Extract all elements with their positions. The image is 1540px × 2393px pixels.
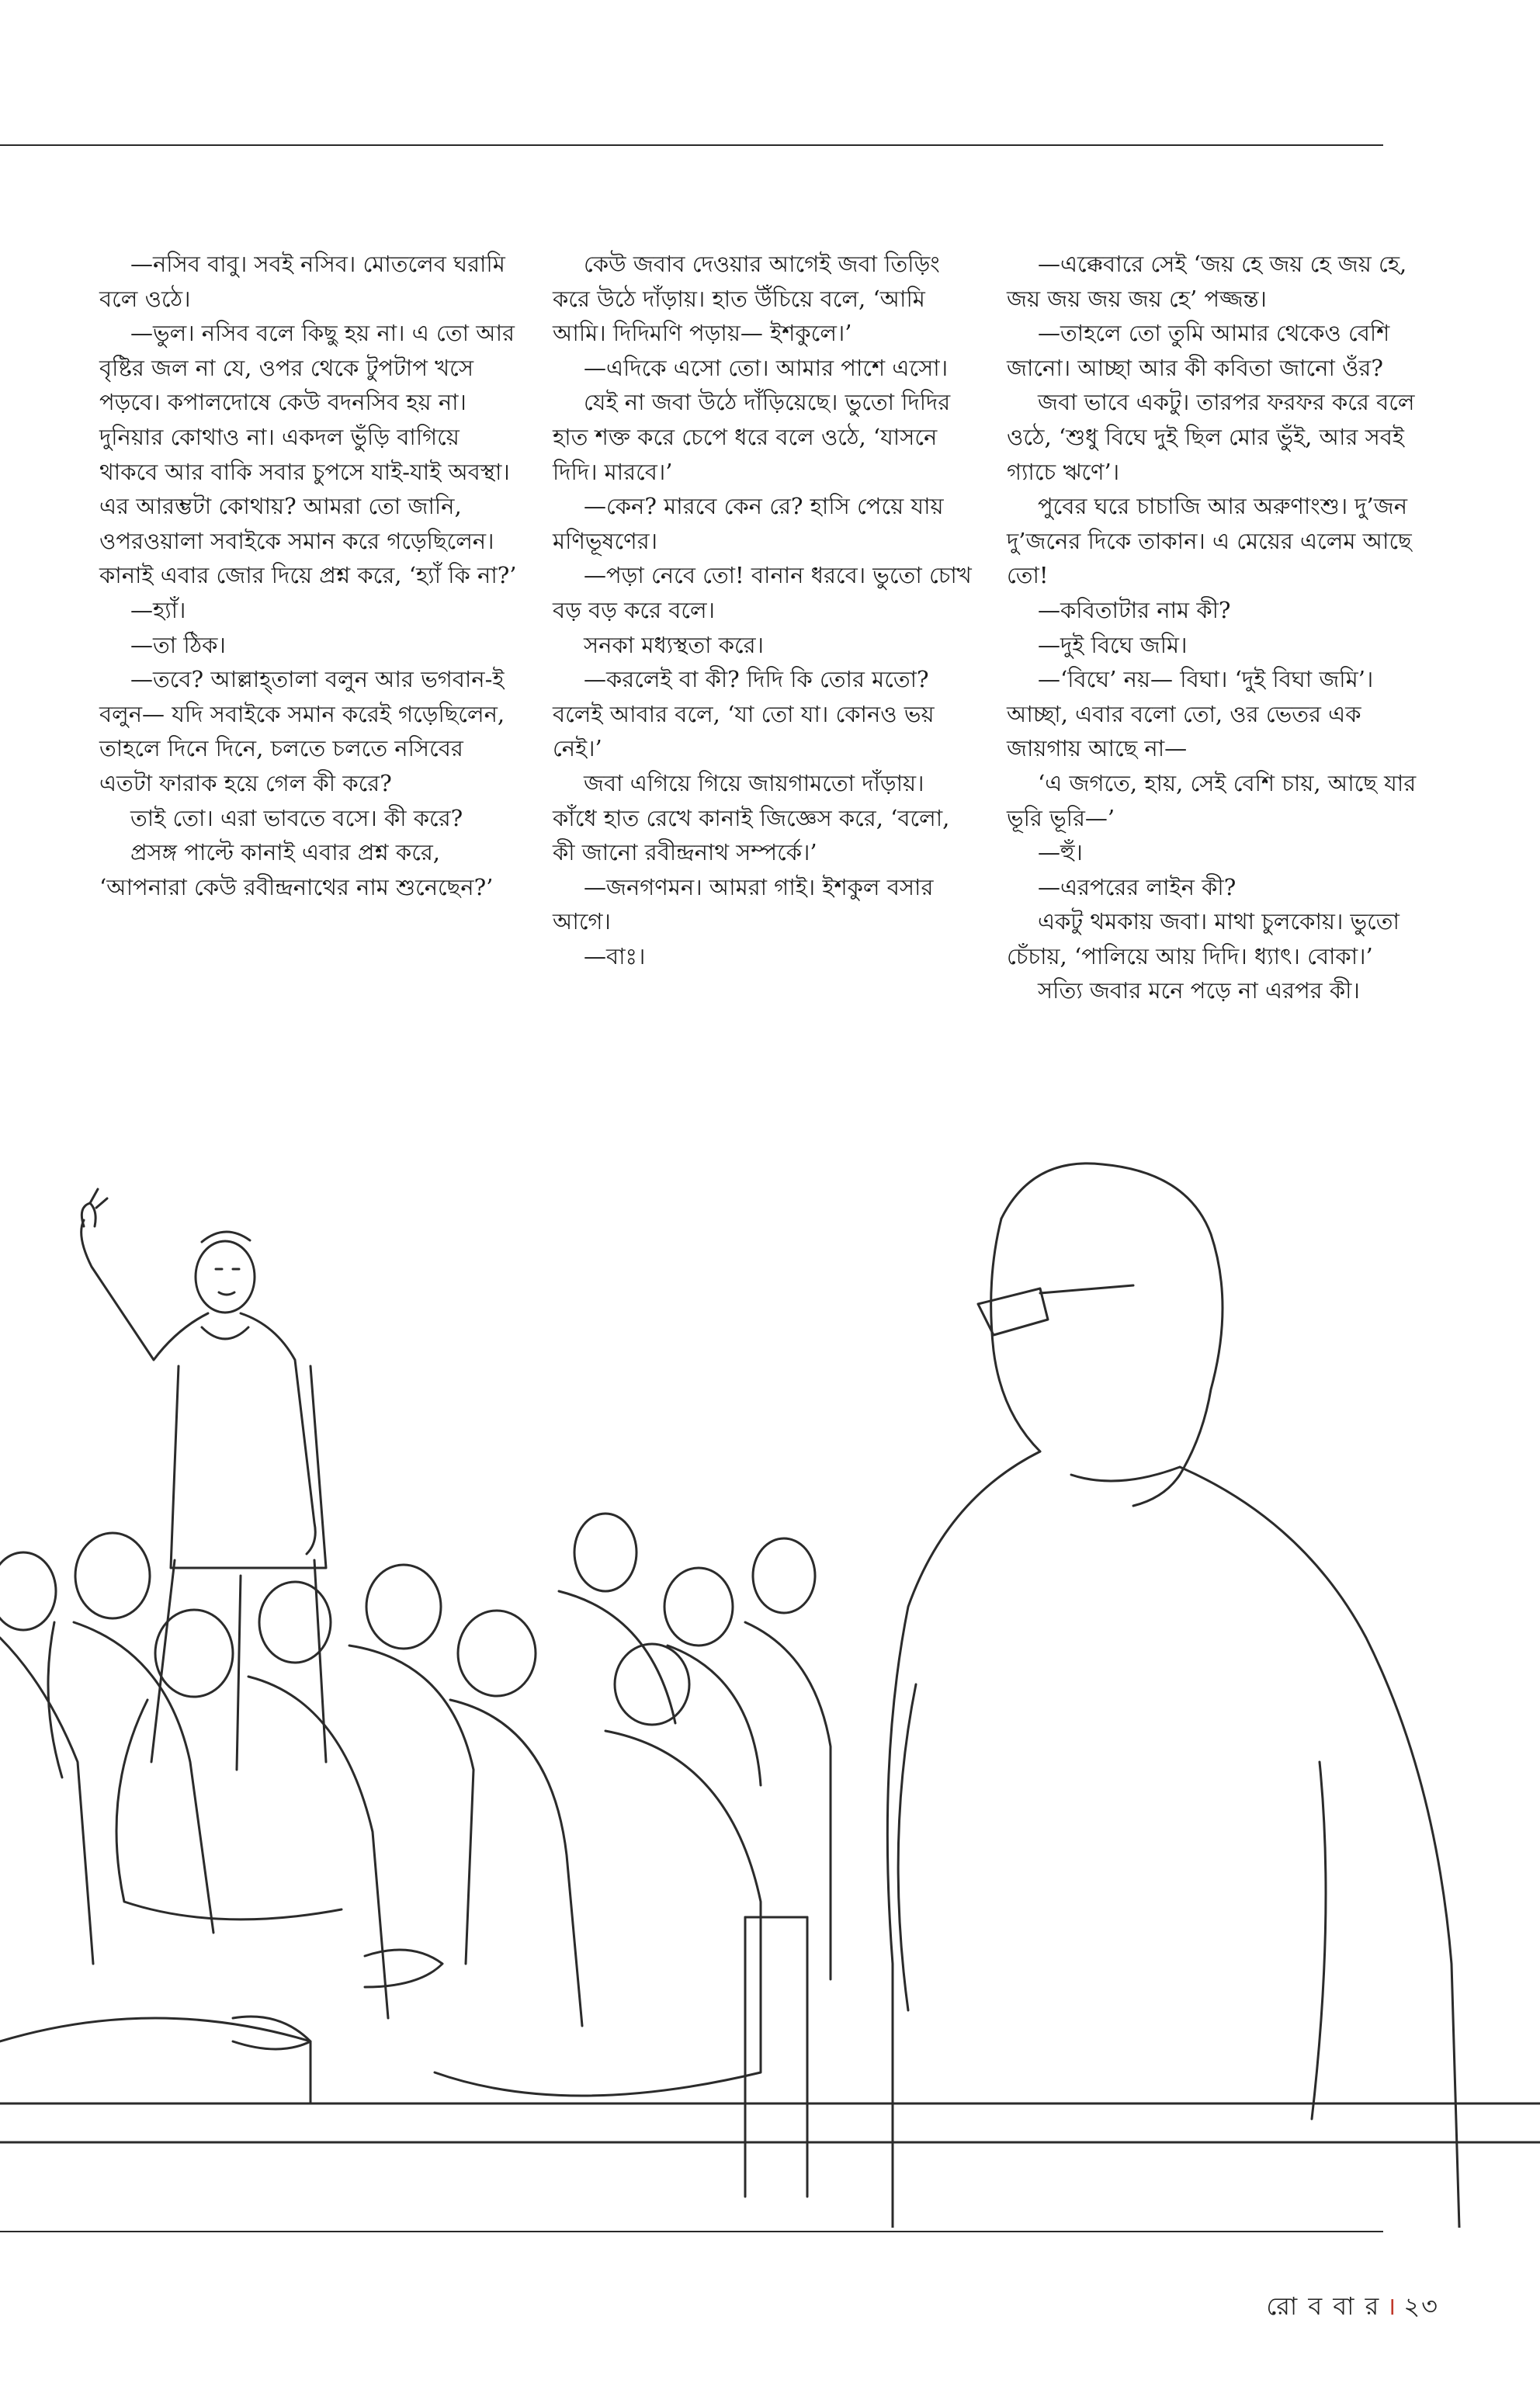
publication-name: রো ব বা র xyxy=(1266,2291,1381,2321)
paragraph: সনকা মধ্যস্থতা করে। xyxy=(584,631,764,658)
paragraph: —কবিতাটার নাম কী? xyxy=(1038,596,1231,623)
paragraph: ‘এ জগতে, হায়, সেই বেশি চায়, আছে যার ভূরি ভূরি—’ xyxy=(1007,769,1417,831)
paragraph: —দুই বিঘে জমি। xyxy=(1038,631,1188,658)
top-rule xyxy=(0,144,1383,146)
paragraph: পুবের ঘরে চাচাজি আর অরুণাংশু। দু’জন দু’জনের দিকে তাকান। এ মেয়ের এলেম আছে তো! xyxy=(1007,493,1412,589)
paragraph: —পড়া নেবে তো! বানান ধরবে। ভুতো চোখ বড় বড় করে বলে। xyxy=(553,562,972,623)
paragraph: কেউ জবাব দেওয়ার আগেই জবা তিড়িং করে উঠে দাঁড়ায়। হাত উঁচিয়ে বলে, ‘আমি আমি। দিদিমণি পড়ায়— ইশকুলে।’ xyxy=(553,251,940,347)
paragraph: সত্যি জবার মনে পড়ে না এরপর কী। xyxy=(1038,977,1360,1004)
paragraph: —তাহলে তো তুমি আমার থেকেও বেশি জানো। আচ্ছা আর কী কবিতা জানো ওঁর? xyxy=(1007,320,1390,381)
paragraph: —এক্কেবারে সেই ‘জয় হে জয় হে জয় হে, জয় জয় জয় জয় হে’ পজ্জন্ত। xyxy=(1007,251,1407,312)
paragraph: —তা ঠিক। xyxy=(130,631,226,658)
classroom-illustration xyxy=(0,1141,1540,2228)
paragraph: —বাঃ। xyxy=(584,942,646,969)
paragraph: প্রসঙ্গ পাল্টে কানাই এবার প্রশ্ন করে, ‘আপনারা কেউ রবীন্দ্রনাথের নাম শুনেছেন?’ xyxy=(99,839,494,900)
classroom-crowd-sketch-icon xyxy=(0,1141,1540,2228)
paragraph: —নসিব বাবু। সবই নসিব। মোতলেব ঘরামি বলে ওঠে। xyxy=(99,251,505,312)
paragraph: —জনগণমন। আমরা গাই। ইশকুল বসার আগে। xyxy=(553,873,934,935)
standing-teacher-figure xyxy=(82,1189,326,1770)
paragraph: —হ্যাঁ। xyxy=(130,596,186,623)
bottom-rule xyxy=(0,2231,1383,2232)
footer-separator: । xyxy=(1386,2291,1398,2321)
column-2 xyxy=(553,247,972,973)
column-3 xyxy=(1007,247,1430,1008)
observer-figure xyxy=(887,1164,1459,2228)
paragraph: তাই তো। এরা ভাবতে বসে। কী করে? xyxy=(130,804,463,831)
paragraph: —হুঁ। xyxy=(1038,839,1083,866)
column-1 xyxy=(99,247,519,904)
paragraph: —এদিকে এসো তো। আমার পাশে এসো। xyxy=(584,354,949,381)
paragraph: জবা ভাবে একটু। তারপর ফরফর করে বলে ওঠে, ‘শুধু বিঘে দুই ছিল মোর ভুঁই, আর সবই গ্যাচে ঋণে’। xyxy=(1007,389,1415,485)
paragraph: —করলেই বা কী? দিদি কি তোর মতো? বলেই আবার বলে, ‘যা তো যা। কোনও ভয় নেই।’ xyxy=(553,666,935,762)
page-number: ২৩ xyxy=(1403,2291,1439,2321)
paragraph: একটু থমকায় জবা। মাথা চুলকোয়। ভুতো চেঁচায়, ‘পালিয়ে আয় দিদি। ধ্যাৎ। বোকা।’ xyxy=(1007,908,1400,969)
paragraph: যেই না জবা উঠে দাঁড়িয়েছে। ভুতো দিদির হাত শক্ত করে চেপে ধরে বলে ওঠে, ‘যাসনে দিদি। মারবে।’ xyxy=(553,389,951,485)
paragraph: জবা এগিয়ে গিয়ে জায়গামতো দাঁড়ায়। কাঁধে হাত রেখে কানাই জিজ্ঞেস করে, ‘বলো, কী জানো রবীন্দ্রনাথ সম্পর্কে।’ xyxy=(553,769,950,866)
foreground-wall xyxy=(0,1917,1540,2197)
paragraph: —এরপরের লাইন কী? xyxy=(1038,873,1237,900)
article-columns xyxy=(0,247,1540,1132)
paragraph: —ভুল। নসিব বলে কিছু হয় না। এ তো আর বৃষ্টির জল না যে, ওপর থেকে টুপটাপ খসে পড়বে। কপালদোষে কেউ বদনসিব হয় না। দুনিয়ার কোথাও না। একদল ভুঁড়ি বাগিয়ে থাকবে আর বাকি সবার চুপসে যাই-যাই অবস্থা। এর আরম্ভটা কোথায়? আমরা তো জানি, ওপরওয়ালা সবাইকে সমান করে গড়েছিলেন। কানাই এবার জোর দিয়ে প্রশ্ন করে, ‘হ্যাঁ কি না?’ xyxy=(99,320,517,589)
paragraph: —কেন? মারবে কেন রে? হাসি পেয়ে যায় মণিভূষণের। xyxy=(553,493,944,554)
paragraph: —‘বিঘে’ নয়— বিঘা। ‘দুই বিঘা জমি’। আচ্ছা, এবার বলো তো, ওর ভেতর এক জায়গায় আছে না— xyxy=(1007,666,1374,762)
seated-crowd xyxy=(0,1514,831,2096)
paragraph: —তবে? আল্লাহ্‌তালা বলুন আর ভগবান-ই বলুন— যদি সবাইকে সমান করেই গড়েছিলেন, তাহলে দিনে দিনে, চলতে চলতে নসিবের এতটা ফারাক হয়ে গেল কী করে? xyxy=(99,666,505,796)
page-footer xyxy=(1266,2287,1439,2329)
